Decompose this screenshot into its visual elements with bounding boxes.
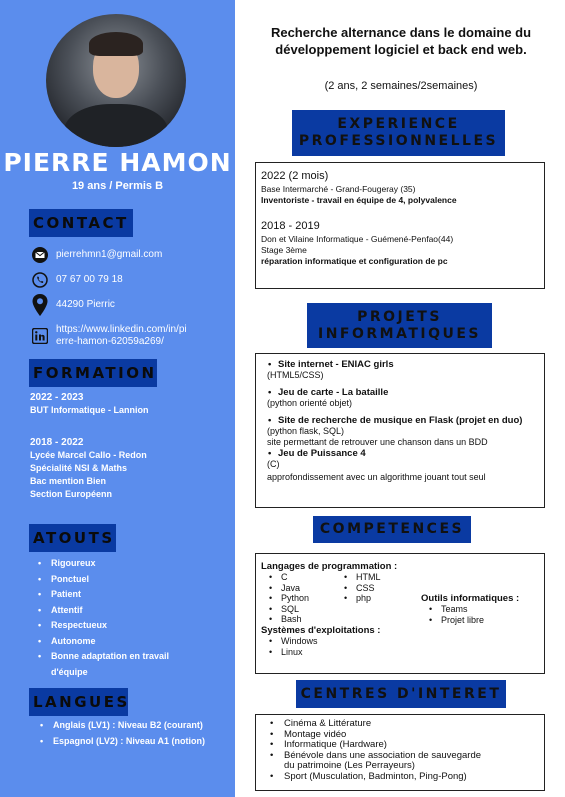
competences-langages-label: Langages de programmation : <box>261 561 398 572</box>
list-item: • Montage vidéo <box>261 730 539 741</box>
atouts-heading <box>29 524 116 552</box>
centres-box <box>255 714 545 791</box>
list-item: • Python <box>261 593 336 604</box>
competences-heading-text: COMPETENCES <box>319 521 465 537</box>
list-item: • Autonome <box>38 634 169 650</box>
contact-phone[interactable] <box>31 271 123 289</box>
experience-place: Don et Vilaine Informatique - Guémené-Penfao(44) <box>261 234 454 244</box>
formation-item-1 <box>30 391 149 417</box>
projets-box <box>255 353 545 508</box>
centres-heading-text: CENTRES D'INTERET <box>300 686 502 702</box>
projets-heading-text: PROJETS INFORMATIQUES <box>317 309 482 342</box>
candidate-subtitle: 19 ans / Permis B <box>71 180 164 192</box>
outils-list <box>421 604 519 625</box>
linkedin-line-1: https://www.linkedin.com/in/pi <box>56 324 187 335</box>
contact-linkedin[interactable] <box>31 324 187 348</box>
list-item: • CSS <box>336 583 421 594</box>
contact-heading <box>29 209 133 237</box>
location-text: 44290 Pierric <box>56 299 115 310</box>
projet-sub: site permettant de retrouver une chanson dans un BDD <box>267 437 488 447</box>
competences-systemes-label: Systèmes d'exploitations : <box>261 625 381 636</box>
experience-desc: Inventoriste - travail en équipe de 4, polyvalence <box>261 195 457 205</box>
list-item: • C <box>261 572 336 583</box>
list-item: • Linux <box>261 647 539 658</box>
list-item: • Rigoureux <box>38 556 169 572</box>
linkedin-text <box>56 324 187 348</box>
headline-rhythm: (2 ans, 2 semaines/2semaines) <box>324 80 478 92</box>
centres-heading <box>296 680 506 708</box>
list-item: • Projet libre <box>421 615 519 626</box>
candidate-name: PIERRE HAMON <box>3 148 232 177</box>
centres-list <box>261 719 539 782</box>
formation-line: Spécialité NSI & Maths <box>30 463 128 473</box>
projet-sub: (HTML5/CSS) <box>267 370 324 380</box>
linkedin-line-2: erre-hamon-62059a269/ <box>56 336 164 347</box>
projet-title: • Jeu de carte - La bataille <box>261 387 539 398</box>
experience-desc: réparation informatique et configuration de pc <box>261 256 448 266</box>
atouts-list <box>38 556 169 680</box>
linkedin-icon <box>31 327 49 345</box>
list-item: • Respectueux <box>38 618 169 634</box>
formation-line: Bac mention Bien <box>30 476 107 486</box>
formation-heading <box>29 359 157 387</box>
list-item: • SQL <box>261 604 336 615</box>
mail-icon <box>31 246 49 264</box>
photo-shirt <box>64 104 168 147</box>
contact-location <box>31 296 115 314</box>
langues-list <box>40 718 205 749</box>
profile-photo <box>46 14 186 147</box>
langues-heading <box>29 688 128 716</box>
systemes-list <box>261 636 539 657</box>
list-item: • Anglais (LV1) : Niveau B2 (courant) <box>40 718 205 734</box>
outils-block <box>421 572 519 625</box>
list-item: • Teams <box>421 604 519 615</box>
list-item: • Patient <box>38 587 169 603</box>
list-item: • Windows <box>261 636 539 647</box>
formation-year: 2022 - 2023 <box>30 392 84 403</box>
projet-sub: approfondissement avec un algorithme jouant tout seul <box>267 472 486 482</box>
projet-sub: (python flask, SQL) <box>267 426 345 436</box>
projet-title: • Site internet - ENIAC girls <box>261 359 539 370</box>
langages-col-2 <box>336 572 421 625</box>
langues-heading-text: LANGUES <box>33 693 130 711</box>
photo-hair <box>89 32 143 56</box>
list-item: • Java <box>261 583 336 594</box>
competences-heading <box>313 516 471 543</box>
experience-date: 2018 - 2019 <box>261 220 320 232</box>
list-item: • Bash <box>261 614 336 625</box>
competences-box <box>255 553 545 674</box>
location-pin-icon <box>31 296 49 314</box>
experience-extra: Stage 3ème <box>261 245 307 255</box>
experience-place: Base Intermarché - Grand-Fougeray (35) <box>261 184 416 194</box>
contact-email[interactable] <box>31 246 162 264</box>
projet-title: • Site de recherche de musique en Flask (projet en duo) <box>261 415 539 426</box>
projets-heading <box>307 303 492 348</box>
list-item: • Informatique (Hardware) <box>261 740 539 751</box>
list-item: • Cinéma & Littérature <box>261 719 539 730</box>
list-item: • Bénévole dans une association de sauvegarde <box>261 751 539 762</box>
atouts-heading-text: ATOUTS <box>33 529 115 547</box>
list-item: • php <box>336 593 421 604</box>
list-item: • HTML <box>336 572 421 583</box>
langages-col-1 <box>261 572 336 625</box>
list-item: du patrimoine (Les Perrayeurs) <box>284 760 415 771</box>
list-item: • Ponctuel <box>38 572 169 588</box>
phone-icon <box>31 271 49 289</box>
projet-title: • Jeu de Puissance 4 <box>261 448 539 459</box>
experience-date: 2022 (2 mois) <box>261 170 329 182</box>
list-item: d'équipe <box>51 666 88 677</box>
formation-line: BUT Informatique - Lannion <box>30 405 149 415</box>
projet-sub: (C) <box>267 459 280 469</box>
headline-title: Recherche alternance dans le domaine du développement logiciel et back end web. <box>270 25 532 57</box>
list-item: • Attentif <box>38 603 169 619</box>
formation-line: Section Européenn <box>30 489 113 499</box>
experience-heading <box>292 110 505 156</box>
experience-box <box>255 162 545 289</box>
list-item: • Espagnol (LV2) : Niveau A1 (notion) <box>40 734 205 750</box>
formation-item-2 <box>30 436 147 501</box>
list-item: • Sport (Musculation, Badminton, Ping-Pong) <box>261 772 539 783</box>
formation-year: 2018 - 2022 <box>30 437 84 448</box>
email-text: pierrehmn1@gmail.com <box>56 249 163 260</box>
experience-heading-text: EXPERIENCE PROFESSIONNELLES <box>298 116 499 149</box>
sidebar <box>0 0 235 797</box>
phone-text: 07 67 00 79 18 <box>56 274 123 285</box>
competences-outils-label: Outils informatiques : <box>421 593 520 604</box>
formation-heading-text: FORMATION <box>33 364 157 382</box>
formation-line: Lycée Marcel Callo - Redon <box>30 450 147 460</box>
contact-heading-text: CONTACT <box>33 214 129 232</box>
list-item: • Bonne adaptation en travail <box>38 649 169 665</box>
projet-sub: (python orienté objet) <box>267 398 353 408</box>
